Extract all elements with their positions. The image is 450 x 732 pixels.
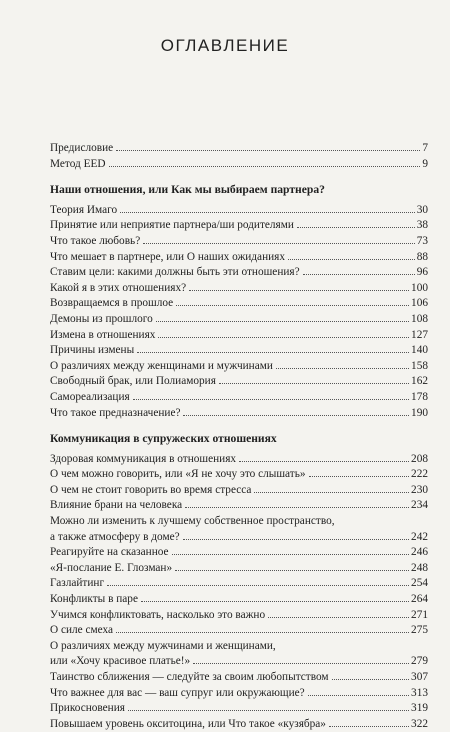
toc-dot-leader (120, 212, 415, 213)
toc-entry-title: Принятие или неприятие партнера/ши родителями (50, 219, 294, 232)
toc-page-number: 313 (411, 686, 428, 699)
toc-page-number: 222 (411, 468, 428, 481)
toc-entry (50, 281, 428, 297)
toc-entry (50, 406, 428, 422)
toc-entry (50, 203, 428, 219)
toc-page-number: 140 (411, 344, 428, 357)
toc-dot-leader (156, 321, 409, 322)
toc-page-number: 319 (411, 702, 428, 715)
toc-dot-leader (158, 337, 409, 338)
toc-entry (50, 717, 428, 732)
toc-dot-leader (116, 632, 409, 633)
toc-page-number: 162 (411, 375, 428, 388)
toc-entry-title: Что важнее для вас — ваш супруг или окружающие? (50, 686, 305, 699)
toc-page-number: 246 (411, 546, 428, 559)
toc-dot-leader (239, 461, 409, 462)
toc-dot-leader (254, 492, 409, 493)
toc-page-number: 88 (416, 250, 428, 263)
toc-page-number: 275 (411, 624, 428, 637)
toc-page-number: 7 (422, 142, 428, 154)
toc-page-number: 264 (411, 593, 428, 606)
toc-dot-leader (107, 585, 409, 586)
toc-dot-leader (109, 166, 421, 167)
toc-entry (50, 157, 428, 173)
toc-entry-title: О чем не стоит говорить во время стресса (50, 483, 252, 496)
toc-entry-title: Самореализация (50, 390, 130, 403)
toc-page-number: 106 (411, 297, 428, 310)
toc-dot-leader (137, 352, 409, 353)
toc-entry-line2 (50, 654, 428, 670)
toc-dot-leader (329, 726, 409, 727)
toc-entry-title: Конфликты в паре (50, 593, 138, 606)
toc-entry (50, 312, 428, 328)
toc-entry-title: О чем можно говорить, или «Я не хочу это слышать» (50, 468, 306, 481)
toc-page-number: 279 (411, 655, 428, 668)
toc-dot-leader (133, 399, 409, 400)
toc-entry (50, 623, 428, 639)
toc-page-number: 254 (411, 577, 428, 590)
toc-page-number: 30 (416, 203, 428, 216)
toc-dot-leader (193, 663, 409, 664)
toc-dot-leader (116, 150, 420, 151)
toc-entry (50, 467, 428, 483)
toc-entry-title: Измена в отношениях (50, 328, 156, 341)
toc-entry-title: Теория Имаго (50, 203, 118, 216)
toc-dot-leader (172, 554, 410, 555)
toc-entry-title: Демоны из прошлого (50, 312, 153, 325)
toc-page-number: 208 (411, 452, 428, 465)
toc-entry (50, 250, 428, 266)
toc-entry-title: Можно ли изменить к лучшему собственное пространство, (50, 515, 335, 528)
toc-entry-title: Что мешает в партнере, или О наших ожиданиях (50, 250, 286, 263)
toc-dot-leader (332, 679, 409, 680)
toc-entry-title: Метод EED (50, 157, 106, 170)
toc-entry-title: Учимся конфликтовать, насколько это важно (50, 608, 266, 621)
section-heading: Коммуникация в супружеских отношениях (50, 432, 277, 446)
toc-entry (50, 265, 428, 281)
toc-page-number: 230 (411, 483, 428, 496)
toc-entry-title: Предисловие (50, 142, 114, 154)
toc-page-number: 322 (411, 717, 428, 730)
toc-entry-title: Свободный брак, или Полиамория (50, 375, 216, 388)
toc-entry (50, 390, 428, 406)
toc-page-number: 9 (422, 157, 428, 170)
toc-page-number: 100 (411, 281, 428, 294)
toc-entry (50, 343, 428, 359)
toc-dot-leader (308, 695, 409, 696)
toc-entry (50, 359, 428, 375)
toc-entry (50, 639, 428, 670)
toc-page-number: 108 (411, 312, 428, 325)
toc-entry-title: Что такое любовь? (50, 234, 141, 247)
table-of-contents (50, 141, 428, 732)
toc-page-number: 96 (416, 266, 428, 279)
toc-entry (50, 498, 428, 514)
toc-dot-leader (175, 570, 409, 571)
toc-page-number: 234 (411, 499, 428, 512)
toc-page-number: 271 (411, 608, 428, 621)
toc-entry (50, 374, 428, 390)
toc-entry-title: Здоровая коммуникация в отношениях (50, 452, 237, 465)
toc-dot-leader (183, 539, 409, 540)
toc-entry-title: О различиях между мужчинами и женщинами, (50, 639, 276, 652)
toc-entry-title: Реагируйте на сказанное (50, 546, 169, 559)
toc-page-number: 178 (411, 390, 428, 403)
toc-entry (50, 686, 428, 702)
toc-dot-leader (183, 415, 409, 416)
toc-entry-title: О силе смеха (50, 624, 114, 637)
toc-entry (50, 452, 428, 468)
toc-entry-title-continued: а также атмосферу в доме? (50, 530, 180, 543)
toc-dot-leader (309, 476, 410, 477)
toc-entry-title: Ставим цели: какими должны быть эти отношения? (50, 266, 300, 279)
toc-entry (50, 296, 428, 312)
toc-dot-leader (141, 601, 409, 602)
toc-dot-leader (128, 710, 409, 711)
toc-page-number: 248 (411, 561, 428, 574)
toc-dot-leader (268, 617, 409, 618)
toc-entry (50, 514, 428, 545)
toc-entry (50, 561, 428, 577)
toc-entry-line2 (50, 530, 428, 546)
toc-page-number: 38 (416, 219, 428, 232)
toc-entry-title: Таинство сближения — следуйте за своим любопытством (50, 671, 329, 683)
toc-dot-leader (303, 274, 415, 275)
toc-entry-title: Какой я в этих отношениях? (50, 281, 187, 294)
toc-entry-title-continued: или «Хочу красивое платье!» (50, 655, 191, 668)
toc-dot-leader (288, 259, 415, 260)
section-heading: Наши отношения, или Как мы выбираем партнера? (50, 183, 325, 197)
toc-dot-leader (185, 507, 409, 508)
toc-entry-title: Возвращаемся в прошлое (50, 297, 174, 310)
toc-dot-leader (276, 368, 409, 369)
toc-entry (50, 576, 428, 592)
toc-dot-leader (219, 383, 409, 384)
page-title: ОГЛАВЛЕНИЕ (160, 36, 290, 55)
toc-entry (50, 328, 428, 344)
toc-entry-title: Прикосновения (50, 702, 125, 715)
toc-entry-title: Газлайтинг (50, 577, 105, 590)
toc-entry (50, 701, 428, 717)
toc-page-number: 127 (411, 328, 428, 341)
toc-entry-title: Что такое предназначение? (50, 406, 181, 419)
toc-entry (50, 592, 428, 608)
toc-entry (50, 670, 428, 686)
toc-entry (50, 141, 428, 157)
toc-dot-leader (189, 290, 409, 291)
toc-entry (50, 483, 428, 499)
toc-page-number: 307 (411, 671, 428, 683)
toc-entry (50, 218, 428, 234)
toc-entry-title: О различиях между женщинами и мужчинами (50, 359, 273, 372)
toc-entry (50, 234, 428, 250)
toc-page-number: 190 (411, 406, 428, 419)
toc-entry (50, 545, 428, 561)
toc-entry-title: Повышаем уровень окситоцина, или Что такое «кузябра» (50, 717, 326, 730)
toc-entry (50, 608, 428, 624)
toc-page-number: 242 (411, 530, 428, 543)
toc-page-number: 158 (411, 359, 428, 372)
toc-entry-title: Влияние брани на человека (50, 499, 183, 512)
toc-dot-leader (176, 305, 409, 306)
toc-entry-title: Причины измены (50, 344, 135, 357)
toc-dot-leader (297, 227, 415, 228)
toc-page-number: 73 (416, 234, 428, 247)
toc-dot-leader (143, 243, 414, 244)
toc-entry-title: «Я-послание Е. Глозман» (50, 561, 173, 574)
